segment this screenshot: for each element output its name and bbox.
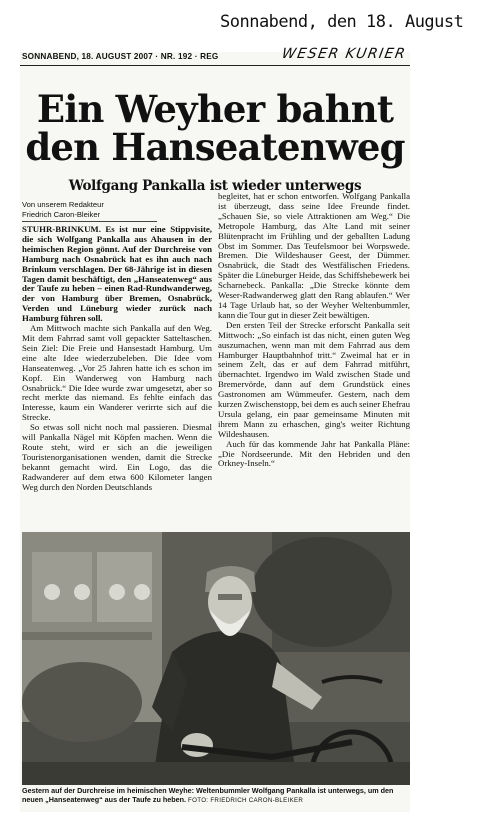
headline-line-2: den Hanseatenweg: [25, 125, 405, 169]
headline-line-1: Ein Weyher bahnt: [36, 87, 394, 131]
masthead-logo: WESER KURIER: [280, 46, 408, 62]
photo-credit: FOTO: FRIEDRICH CARON-BLEIKER: [188, 796, 304, 804]
body-paragraph: begleitet, hat er schon entworfen. Wolfgang Pankalla ist überzeugt, dass seine Idee Freunde findet. „Schauen Sie, so viele Attraktionen am Weg.“ Die Metropole Hamburg, das Alte Land mit seiner Blütenpracht im Frühling und der geballten Ladung Obst im Sommer. Das Teufelsmoor bei Worpswede. Bremen. Die Wildeshauser Geest, der Dümmer. Osnabrück, die Stadt des Westfälischen Friedens. Später die Lüneburger Heide, das Schiffshebewerk bei Scharnebeck. Pankalla: „Die Strecke könnte dem Weser-Radwanderweg glatt den Rang ablaufen.“ Wer 14 Tage Urlaub hat, so der Weyher Weltenbummler, kann die Tour gut in dieser Zeit bewältigen.: [218, 191, 410, 320]
caption-text: Gestern auf der Durchreise im heimischen Weyhe: Weltenbummler Wolfgang Pankalla ist unterwegs, um den neuen „Hanseatenweg“ aus der Taufe zu heben.: [22, 786, 394, 804]
dateline: STUHR-BRINKUM.: [22, 224, 101, 234]
byline-divider: [22, 221, 157, 222]
lead-paragraph: [22, 225, 212, 324]
byline-role: Von unserem Redakteur: [22, 200, 104, 209]
article-photo: [22, 532, 410, 785]
body-paragraph: Den ersten Teil der Strecke erforscht Pankalla seit Mittwoch: „So einfach ist das nicht, einen guten Weg auszumachen, wenn man mit dem Fahrrad aus dem Hamburger Hauptbahnhof tritt.“ Zweimal hat er in seinem Zelt, das er auf dem Fahrrad mitführt, übernachtet. Irgendwo im Wald zwischen Stade und Bremervörde, dann auf dem Grundstück eines Gastronomen am Wümmeufer. Gestern, nach dem kurzen Zwischenstopp, bei dem es auch seiner Ehefrau Ursula gelang, ein paar gemeinsame Minuten mit ihrem Mann zu erhaschen, ging's weiter Richtung Wildeshausen.: [218, 319, 410, 439]
byline: [22, 200, 172, 222]
article-column-left: [22, 225, 212, 492]
photo-caption: [22, 787, 410, 806]
body-paragraph: So etwas soll nicht noch mal passieren. Diesmal will Pankalla Nägel mit Köpfen machen. Wenn die Route steht, wird er sich an die jeweiligen Touristenorganisationen wenden, damit die Strecke bekannt gemacht wird. Ein Logo, das die Radwanderer auf dem etwa 600 Kilometer langen Weg durch den Norden Deutschlands: [22, 422, 212, 492]
article-headline: [20, 87, 410, 169]
header-rule: [20, 65, 410, 66]
body-paragraph: Am Mittwoch machte sich Pankalla auf den Weg. Mit dem Fahrrad samt voll gepackter Satteltaschen. Sein Ziel: Die Freie und Hansestadt Hamburg. Um eine alte Idee wiederzubeleben. Die Idee vom Hanseatenweg. „Vor 25 Jahren hatte ich es schon im Kopf. Ein Wanderweg von Hamburg nach Osnabrück.“ Die Idee wurde zwar umgesetzt, aber so recht merkte das niemand. Es fehlte einfach das Interesse, kaum ein Wanderer verirrte sich auf die Strecke.: [22, 323, 212, 423]
handwritten-date-note: Sonnabend, den 18. August: [220, 12, 464, 32]
body-paragraph: Auch für das kommende Jahr hat Pankalla Pläne: „Die Nordseerunde. Mit den Hebriden und den Orkney-Inseln.“: [218, 438, 410, 469]
byline-author: Friedrich Caron-Bleiker: [22, 209, 101, 219]
article-column-right: [218, 192, 410, 469]
article-subheadline: Wolfgang Pankalla ist wieder unterwegs: [68, 178, 362, 194]
cyclist-photo-illustration: [22, 532, 410, 785]
newspaper-clipping: [20, 46, 410, 812]
lead-text: Es ist nur eine Stippvisite, die sich Wolfgang Pankalla aus Ahausen in der heimischen Region gönnt. Auf der Durchreise von Hamburg nach Osnabrück hat es ihn auch nach Brinkum verschlagen. Der 68-Jährige ist in diesen Tagen damit beschäftigt, den „Hanseatenweg“ aus der Taufe zu heben – einen Rad-Rundwanderweg, der von Hamburg über Bremen, Osnabrück, Verden und Lüneburg wieder zurück nach Hamburg führen soll.: [22, 224, 212, 324]
issue-line: SONNABEND, 18. AUGUST 2007 · NR. 192 · REG: [22, 52, 219, 61]
